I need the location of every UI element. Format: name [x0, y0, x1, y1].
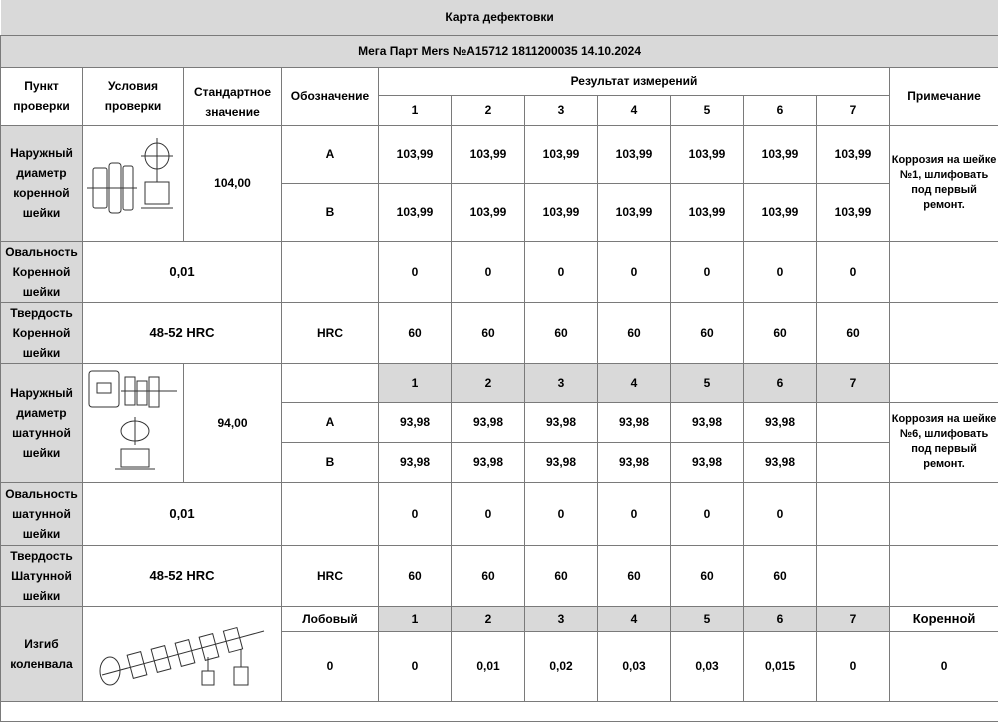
rod-b-value: 93,98 [598, 442, 671, 482]
rod-b-value: 93,98 [525, 442, 598, 482]
main-b-value: 103,99 [671, 183, 744, 241]
main-journal-name: Наружный диаметр коренной шейки [1, 125, 83, 241]
header-measurement-result: Результат измерений [379, 67, 890, 95]
rod-ovality-value: 0 [525, 482, 598, 545]
main-a-value: 103,99 [379, 125, 452, 183]
rod-hardness-value: 60 [525, 545, 598, 606]
rod-a-value: 93,98 [598, 402, 671, 442]
main-a-value: 103,99 [671, 125, 744, 183]
main-journal-designation-a: A [282, 125, 379, 183]
rod-journal-diagram [83, 363, 184, 482]
rod-journal-designation-a: A [282, 402, 379, 442]
main-hardness-standard: 48-52 HRC [83, 302, 282, 363]
bend-pos-header: 5 [671, 606, 744, 631]
crankshaft-drawing-icon [84, 609, 280, 699]
bend-value: 0 [379, 631, 452, 701]
bend-front-value: 0 [282, 631, 379, 701]
main-ovality-name: Овальность Коренной шейки [1, 241, 83, 302]
bend-value: 0 [817, 631, 890, 701]
main-ovality-value: 0 [817, 241, 890, 302]
rod-hardness-remark [890, 545, 998, 606]
main-hardness-value: 60 [452, 302, 525, 363]
rod-hardness-value: 60 [452, 545, 525, 606]
rod-ovality-value: 0 [452, 482, 525, 545]
rod-pos-header: 1 [379, 363, 452, 402]
rod-ovality-name: Овальность шатунной шейки [1, 482, 83, 545]
rod-journal-designation-b: B [282, 442, 379, 482]
main-ovality-value: 0 [598, 241, 671, 302]
card-subtitle: Мега Парт Mers №A15712 1811200035 14.10.2024 [1, 35, 998, 67]
rod-ovality-value: 0 [379, 482, 452, 545]
main-ovality-standard: 0,01 [83, 241, 282, 302]
header-pos-5: 5 [671, 95, 744, 125]
rod-ovality-value: 0 [598, 482, 671, 545]
header-designation: Обозначение [282, 67, 379, 125]
bend-pos-header: 6 [744, 606, 817, 631]
rod-hardness-value-empty [817, 545, 890, 606]
bend-main-label: Коренной [890, 606, 998, 631]
rod-hardness-standard: 48-52 HRC [83, 545, 282, 606]
rod-journal-designation-header [282, 363, 379, 402]
rod-pos-header: 3 [525, 363, 598, 402]
main-b-value: 103,99 [598, 183, 671, 241]
rod-hardness-value: 60 [744, 545, 817, 606]
bend-name: Изгиб коленвала [1, 606, 83, 701]
rod-b-value: 93,98 [379, 442, 452, 482]
main-a-value: 103,99 [452, 125, 525, 183]
rod-a-value-empty [817, 402, 890, 442]
main-hardness-value: 60 [525, 302, 598, 363]
main-journal-diagram [83, 125, 184, 241]
bend-value: 0,03 [671, 631, 744, 701]
main-journal-remark: Коррозия на шейке №1, шлифовать под первый ремонт. [890, 125, 998, 241]
bend-value: 0,015 [744, 631, 817, 701]
rod-pos-header: 5 [671, 363, 744, 402]
header-pos-7: 7 [817, 95, 890, 125]
bend-main-value: 0 [890, 631, 998, 701]
rod-ovality-designation [282, 482, 379, 545]
table-footer-row [1, 701, 998, 721]
rod-journal-name: Наружный диаметр шатунной шейки [1, 363, 83, 482]
rod-ovality-remark [890, 482, 998, 545]
rod-ovality-value: 0 [671, 482, 744, 545]
main-hardness-value: 60 [598, 302, 671, 363]
rod-a-value: 93,98 [525, 402, 598, 442]
rod-a-value: 93,98 [744, 402, 817, 442]
rod-hardness-name: Твердость Шатунной шейки [1, 545, 83, 606]
header-standard-value: Стандартное значение [184, 67, 282, 125]
header-pos-2: 2 [452, 95, 525, 125]
main-hardness-remark [890, 302, 998, 363]
rod-pos-header: 6 [744, 363, 817, 402]
rod-journal-drawing-icon [85, 367, 181, 479]
rod-ovality-standard: 0,01 [83, 482, 282, 545]
main-ovality-value: 0 [452, 241, 525, 302]
rod-pos-header: 2 [452, 363, 525, 402]
main-a-value: 103,99 [744, 125, 817, 183]
header-remark: Примечание [890, 67, 998, 125]
main-hardness-value: 60 [379, 302, 452, 363]
main-b-value: 103,99 [817, 183, 890, 241]
main-ovality-remark [890, 241, 998, 302]
rod-journal-standard: 94,00 [184, 363, 282, 482]
rod-journal-remark: Коррозия на шейке №6, шлифовать под первый ремонт. [890, 402, 998, 482]
main-a-value: 103,99 [598, 125, 671, 183]
main-a-value: 103,99 [525, 125, 598, 183]
rod-hardness-designation: HRC [282, 545, 379, 606]
bend-diagram [83, 606, 282, 701]
header-pos-1: 1 [379, 95, 452, 125]
main-ovality-value: 0 [379, 241, 452, 302]
rod-b-value: 93,98 [671, 442, 744, 482]
main-ovality-value: 0 [671, 241, 744, 302]
main-hardness-name: Твердость Коренной шейки [1, 302, 83, 363]
main-ovality-designation [282, 241, 379, 302]
rod-a-value: 93,98 [379, 402, 452, 442]
main-journal-standard: 104,00 [184, 125, 282, 241]
bend-pos-header: 1 [379, 606, 452, 631]
rod-pos-header: 7 [817, 363, 890, 402]
main-b-value: 103,99 [525, 183, 598, 241]
rod-pos-header: 4 [598, 363, 671, 402]
bend-pos-header: 3 [525, 606, 598, 631]
main-ovality-value: 0 [744, 241, 817, 302]
main-a-value: 103,99 [817, 125, 890, 183]
main-journal-drawing-icon [85, 128, 181, 238]
main-ovality-value: 0 [525, 241, 598, 302]
rod-ovality-value-empty [817, 482, 890, 545]
header-pos-6: 6 [744, 95, 817, 125]
rod-a-value: 93,98 [452, 402, 525, 442]
rod-a-value: 93,98 [671, 402, 744, 442]
rod-hardness-value: 60 [598, 545, 671, 606]
header-pos-3: 3 [525, 95, 598, 125]
rod-b-value: 93,98 [452, 442, 525, 482]
bend-pos-header: 4 [598, 606, 671, 631]
main-b-value: 103,99 [452, 183, 525, 241]
main-hardness-value: 60 [744, 302, 817, 363]
main-hardness-value: 60 [671, 302, 744, 363]
bend-front-label: Лобовый [282, 606, 379, 631]
bend-value: 0,02 [525, 631, 598, 701]
bend-pos-header: 2 [452, 606, 525, 631]
card-title: Карта дефектовки [1, 0, 998, 35]
main-b-value: 103,99 [744, 183, 817, 241]
rod-b-value-empty [817, 442, 890, 482]
header-check-point: Пункт проверки [1, 67, 83, 125]
header-pos-4: 4 [598, 95, 671, 125]
bend-value: 0,01 [452, 631, 525, 701]
rod-journal-remark-header [890, 363, 998, 402]
header-check-conditions: Условия проверки [83, 67, 184, 125]
rod-hardness-value: 60 [671, 545, 744, 606]
main-hardness-designation: HRC [282, 302, 379, 363]
main-journal-designation-b: B [282, 183, 379, 241]
rod-b-value: 93,98 [744, 442, 817, 482]
rod-ovality-value: 0 [744, 482, 817, 545]
bend-value: 0,03 [598, 631, 671, 701]
rod-hardness-value: 60 [379, 545, 452, 606]
bend-pos-header: 7 [817, 606, 890, 631]
main-b-value: 103,99 [379, 183, 452, 241]
main-hardness-value: 60 [817, 302, 890, 363]
